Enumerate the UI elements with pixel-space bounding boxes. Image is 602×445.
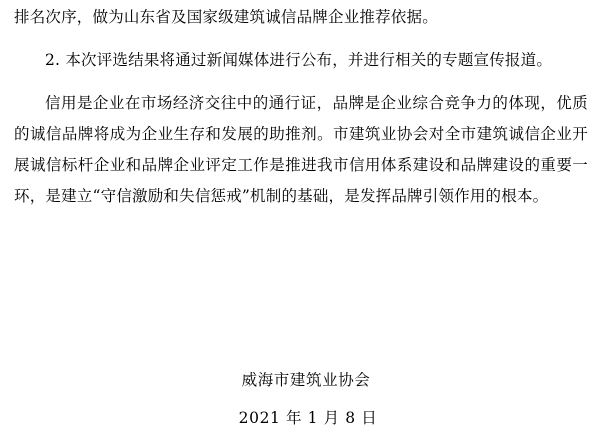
signature-date: 2021 年 1 月 8 日 [238, 409, 378, 427]
paragraph-credit-statement: 信用是企业在市场经济交往中的通行证，品牌是企业综合竞争力的体现，优质的诚信品牌将成为企业生存和发展的助推剂。市建筑业协会对全市建筑诚信企业开展诚信标杆企业和品牌企业评定工作是推进我市信用体系建设和品牌建设的重要一环，是建立“守信激励和失信惩戒”机制的基础，是发挥品牌引领作用的根本。 [14, 94, 588, 205]
paragraph-ranking: 排名次序，做为山东省及国家级建筑诚信品牌企业推荐依据。 [14, 8, 438, 26]
signature-organization: 威海市建筑业协会 [241, 371, 371, 389]
document-page [0, 2, 602, 445]
paragraph-item-2: 2. 本次评选结果将通过新闻媒体进行公布，并进行相关的专题宣传报道。 [45, 51, 553, 69]
signature-block [0, 361, 602, 437]
